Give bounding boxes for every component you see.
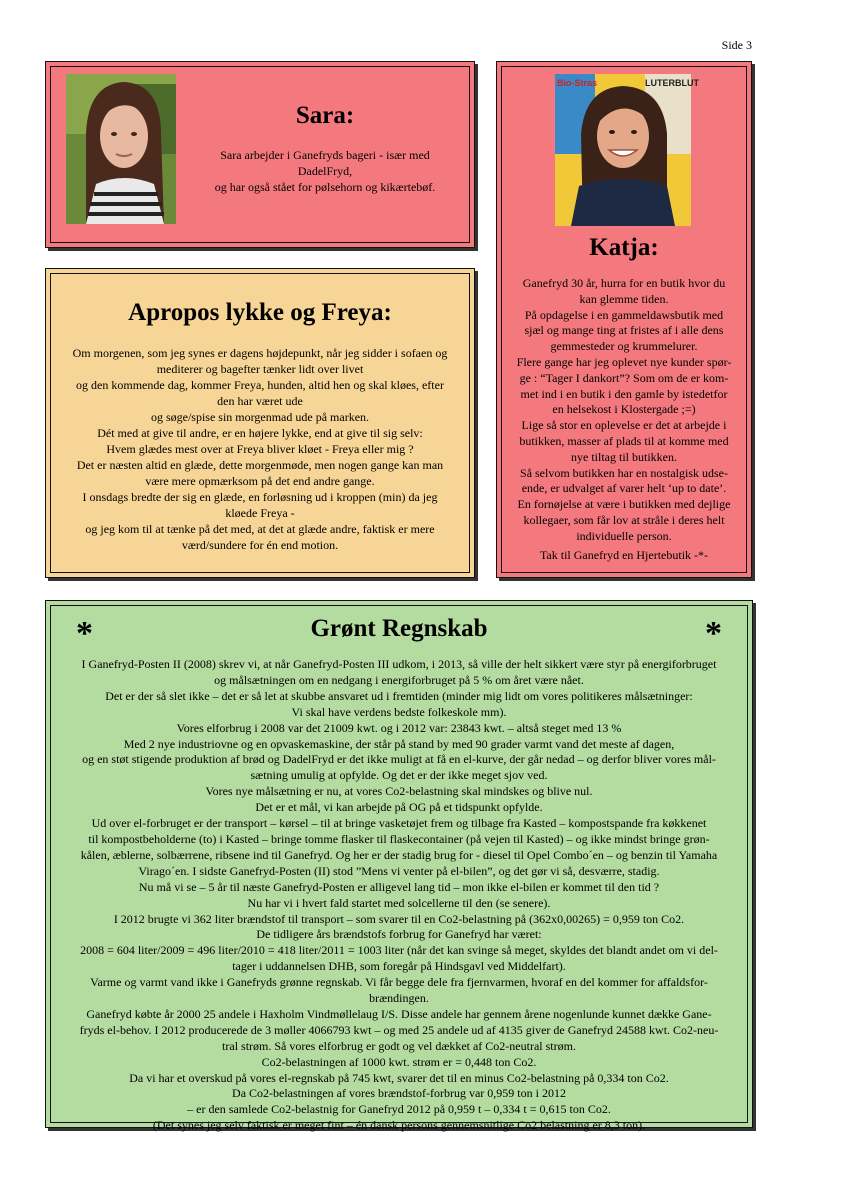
page-number: Side 3: [721, 38, 752, 52]
text-line: og søge/spise sin morgenmad ude på marken.: [150, 410, 370, 424]
gront-text: [56, 657, 742, 1134]
sara-text: [186, 147, 464, 195]
text-line: tral strøm. Så vores elforbrug er godt og vel dækket af Co2-neutral strøm.: [222, 1038, 576, 1053]
text-line: kollegaer, som får lov at stråle i deres helt: [523, 512, 725, 527]
text-line: Med 2 nye industriovne og en opvaskemaskine, der står på stand by med 90 grader varmt vand det meste af dagen,: [123, 736, 675, 751]
asterisk-icon: *: [76, 615, 93, 652]
text-line: I Ganefryd-Posten II (2008) skrev vi, at når Ganefryd-Posten III udkom, i 2013, så ville der helt sikkert være styr på energiforbruget: [81, 657, 717, 671]
text-line: Sara arbejder i Ganefryds bageri - især med: [220, 148, 430, 162]
text-line: met ind i en butik i den gamle by istedetfor: [520, 386, 728, 401]
text-line: fryds el-behov. I 2012 producerede de 3 møller 4066793 kwt – og med 25 andele ud af 4135 giver de Ganefryd 24588 kwt. Co2-neu-: [79, 1022, 719, 1037]
text-line: brændingen.: [369, 991, 429, 1006]
text-line: kan glemme tiden.: [579, 291, 669, 306]
text-line: til kompostbeholderne (to) i Kasted – bringe tomme flasker til flaskecontainer (på vejen til Kasted) – og ikke mindst bringe grøn-: [88, 831, 710, 846]
text-line: Nu må vi se – 5 år til næste Ganefryd-Posten er alligevel lang tid – mon ikke el-bilen er kommet til den tid ?: [138, 879, 660, 894]
photo-sign-left: Bio-Stras: [557, 78, 598, 88]
text-line: og jeg kom til at tænke på det med, at det at glæde andre, faktisk er mere: [85, 522, 435, 536]
katja-box: [496, 61, 752, 578]
text-line: Nu har vi i hvert fald startet med solcellerne til den (se senere).: [247, 895, 551, 910]
text-line: butikken, masser af plads til at komme med: [519, 433, 729, 448]
text-line: kløede Freya -: [225, 506, 295, 520]
text-line: Vi skal have verdens bedste folkeskole mm).: [291, 704, 507, 719]
text-line: Hvem glædes mest over at Freya bliver kløet - Freya eller mig ?: [106, 442, 414, 456]
apropos-box: [45, 268, 475, 578]
text-line: kålen, æblerne, solbærrene, ribsene ind til Ganefryd. Og her er der stadig brug for - diesel til Opel Combo´en – og benzin til Yamaha: [80, 847, 718, 862]
text-line: en helsekost i Klostergade ;=): [552, 402, 696, 417]
text-line: Varme og varmt vand ikke i Ganefryds grønne regnskab. Vi får begge dele fra fjernvarmen, hvoraf en del kommer for affaldsfor-: [90, 975, 708, 990]
text-line: Så selvom butikken har en nostalgisk udse-: [520, 465, 728, 480]
apropos-text: [56, 345, 464, 553]
gront-regnskab-box: [45, 600, 753, 1133]
katja-thanks: Tak til Ganefryd en Hjertebutik -*-: [539, 548, 709, 562]
photo-sign-right: LUTERBLUT: [645, 78, 699, 88]
text-line: (Det synes jeg selv faktisk er meget fint – én dansk persons gennemsnitlige Co2 belastning er 8,3 ton).: [152, 1118, 646, 1133]
text-line: og målsætningen om en nedgang i energiforbruget på 5 % om året være nået.: [214, 672, 584, 687]
sara-title: Sara:: [295, 102, 355, 129]
text-line: den har været ude: [217, 394, 303, 408]
text-line: Dét med at give til andre, er en højere lykke, end at give til sig selv:: [97, 426, 423, 440]
text-line: og har også stået for pølsehorn og kikærtebøf.: [214, 180, 436, 194]
text-line: gemmesteder og krummelurer.: [550, 339, 698, 354]
sara-photo: [66, 74, 176, 224]
text-line: nye tiltag til butikken.: [571, 449, 677, 464]
katja-text: [507, 276, 741, 545]
text-line: sætning umulig at opfylde. Og det er der ikke meget sjov ved.: [250, 768, 548, 783]
text-line: – er den samlede Co2-belastnig for Ganefryd 2012 på 0,959 t – 0,334 t = 0,615 ton Co2.: [187, 1102, 611, 1117]
text-line: være mere opmærksom på det end andre gange.: [145, 474, 375, 488]
katja-photo: [555, 74, 699, 226]
text-line: Det er et mål, vi kan arbejde på OG på et tidspunkt opfylde.: [255, 800, 543, 815]
text-line: Vores nye målsætning er nu, at vores Co2-belastning skal mindskes og blive nul.: [205, 784, 593, 799]
text-line: Vores elforbrug i 2008 var det 21009 kwt. og i 2012 var: 23843 kwt. – altså steget med 13 %: [176, 720, 622, 735]
text-line: Om morgenen, som jeg synes er dagens højdepunkt, når jeg sidder i sofaen og: [72, 346, 448, 360]
gront-title: Grønt Regnskab: [310, 615, 488, 642]
text-line: individuelle person.: [576, 528, 672, 543]
text-line: Ganefryd 30 år, hurra for en butik hvor du: [522, 276, 726, 290]
text-line: Det er næsten altid en glæde, dette morgenmøde, men nogen gange kan man: [76, 458, 444, 472]
apropos-title: Apropos lykke og Freya:: [128, 299, 392, 326]
text-line: ende, er udvalget af varer helt ‘up to date’.: [521, 481, 727, 496]
text-line: I 2012 brugte vi 362 liter brændstof til transport – som svarer til en Co2-belastning på (362x0,00265) = 0,959 ton Co2.: [113, 911, 685, 926]
text-line: og den kommende dag, kommer Freya, hunden, altid hen og skal kløes, efter: [76, 378, 444, 392]
text-line: Da vi har et overskud på vores el-regnskab på 745 kwt, svarer det til en minus Co2-belastning på 0,334 ton Co2.: [129, 1070, 669, 1085]
text-line: ge : “Tager I dankort”? Som om de er kom-: [519, 370, 729, 385]
text-line: Ud over el-forbruget er der transport – kørsel – til at bringe vasketøjet frem og tilbage fra Kasted – kompostspande fra køkkenet: [91, 816, 707, 831]
text-line: sjæl og mange ting at fristes af i alle dens: [524, 323, 724, 338]
text-line: Flere gange har jeg oplevet nye kunder spør-: [516, 354, 732, 369]
text-line: I onsdags bredte der sig en glæde, en forløsning ud i kroppen (min) da jeg: [82, 490, 438, 504]
text-line: Co2-belastningen af 1000 kwt. strøm er = 0,448 ton Co2.: [261, 1054, 537, 1069]
text-line: Ganefryd købte år 2000 25 andele i Haxholm Vindmøllelaug I/S. Disse andele har gennem årene nogenlunde kunnet dække Gane-: [86, 1006, 712, 1021]
text-line: Da Co2-belastningen af vores brændstof-forbrug var 0,959 ton i 2012: [232, 1086, 566, 1101]
asterisk-icon: *: [705, 615, 722, 652]
text-line: og en støt stigende produktion af brød og DadelFryd er det ikke muligt at få en el-kurve, der går nedad – og derfor bliver vores mål-: [82, 752, 716, 767]
text-line: Det er der så slet ikke – det er så let at skubbe ansvaret ud i fremtiden (minder mig lidt om vores politikeres målsætninger:: [105, 688, 693, 703]
text-line: DadelFryd,: [297, 164, 353, 178]
text-line: Lige så stor en oplevelse er det at arbejde i: [521, 418, 727, 433]
text-line: 2008 = 604 liter/2009 = 496 liter/2010 = 418 liter/2011 = 1003 liter (når det kan svinge så meget, skyldes det blandt andet om vi del-: [80, 943, 718, 958]
text-line: De tidligere års brændstofs forbrug for Ganefryd har været:: [256, 927, 542, 942]
text-line: tager i uddannelsen DHB, som foregår på Hindsgavl ved Middelfart).: [232, 959, 566, 974]
text-line: mediterer og bagefter tænker lidt over livet: [156, 362, 364, 376]
text-line: værd/sundere for én end motion.: [181, 538, 339, 552]
text-line: Virago´en. I sidste Ganefryd-Posten (II) stod ”Mens vi venter på el-bilen”, og det gør vi så, desværre, stadig.: [138, 863, 660, 878]
text-line: På opdagelse i en gammeldawsbutik med: [524, 307, 724, 322]
katja-title: Katja:: [589, 234, 659, 261]
sara-box: [45, 61, 475, 248]
text-line: En fornøjelse at være i butikken med dejlige: [517, 497, 731, 512]
